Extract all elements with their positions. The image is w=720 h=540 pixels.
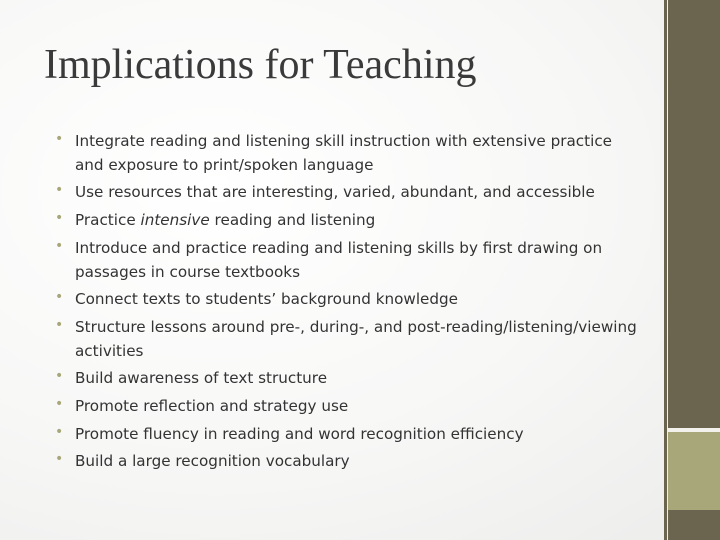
bullet-text: Build a large recognition vocabulary	[75, 452, 350, 471]
bullet-text: Structure lessons around pre-, during-, and post-reading/listening/viewing activities	[75, 317, 637, 360]
bullet-icon: •	[55, 451, 64, 468]
bullet-list	[52, 130, 642, 478]
bullet-item	[52, 316, 642, 363]
bullet-item	[52, 209, 642, 233]
sidebar-accent-block	[668, 432, 720, 510]
bullet-icon: •	[55, 182, 64, 199]
bullet-icon: •	[55, 289, 64, 306]
bullet-icon: •	[55, 131, 64, 147]
bullet-emphasis: intensive	[140, 211, 210, 230]
bullet-item	[52, 367, 642, 391]
bullet-text: Use resources that are interesting, varied, abundant, and accessible	[75, 183, 595, 202]
bullet-icon: •	[55, 210, 64, 227]
bullet-item	[52, 395, 642, 419]
bullet-text	[75, 211, 375, 229]
bullet-text: Introduce and practice reading and listening skills by first drawing on passages in course textbooks	[75, 238, 603, 281]
bullet-text: Build awareness of text structure	[75, 369, 328, 388]
bullet-item	[52, 181, 642, 205]
bullet-text: Promote reflection and strategy use	[75, 397, 349, 416]
bullet-item	[52, 450, 642, 474]
bullet-icon: •	[55, 423, 64, 440]
bullet-text: Integrate reading and listening skill instruction with extensive practice and exposure to print/spoken language	[75, 132, 613, 174]
bullet-text: Connect texts to students’ background knowledge	[75, 290, 459, 309]
bullet-icon: •	[55, 316, 64, 333]
bullet-icon: •	[55, 237, 64, 254]
bullet-item	[52, 288, 642, 312]
bullet-item	[52, 423, 642, 447]
bullet-text-part: Practice	[75, 211, 141, 230]
bullet-icon: •	[55, 368, 64, 385]
bullet-item	[52, 237, 642, 284]
bullet-text: Promote fluency in reading and word recognition efficiency	[75, 424, 524, 443]
bullet-text-part: reading and listening	[209, 211, 376, 230]
slide-title: Implications for Teaching	[44, 42, 477, 88]
sidebar-divider-line	[664, 0, 667, 540]
bullet-item	[52, 130, 642, 177]
bullet-icon: •	[55, 396, 64, 413]
